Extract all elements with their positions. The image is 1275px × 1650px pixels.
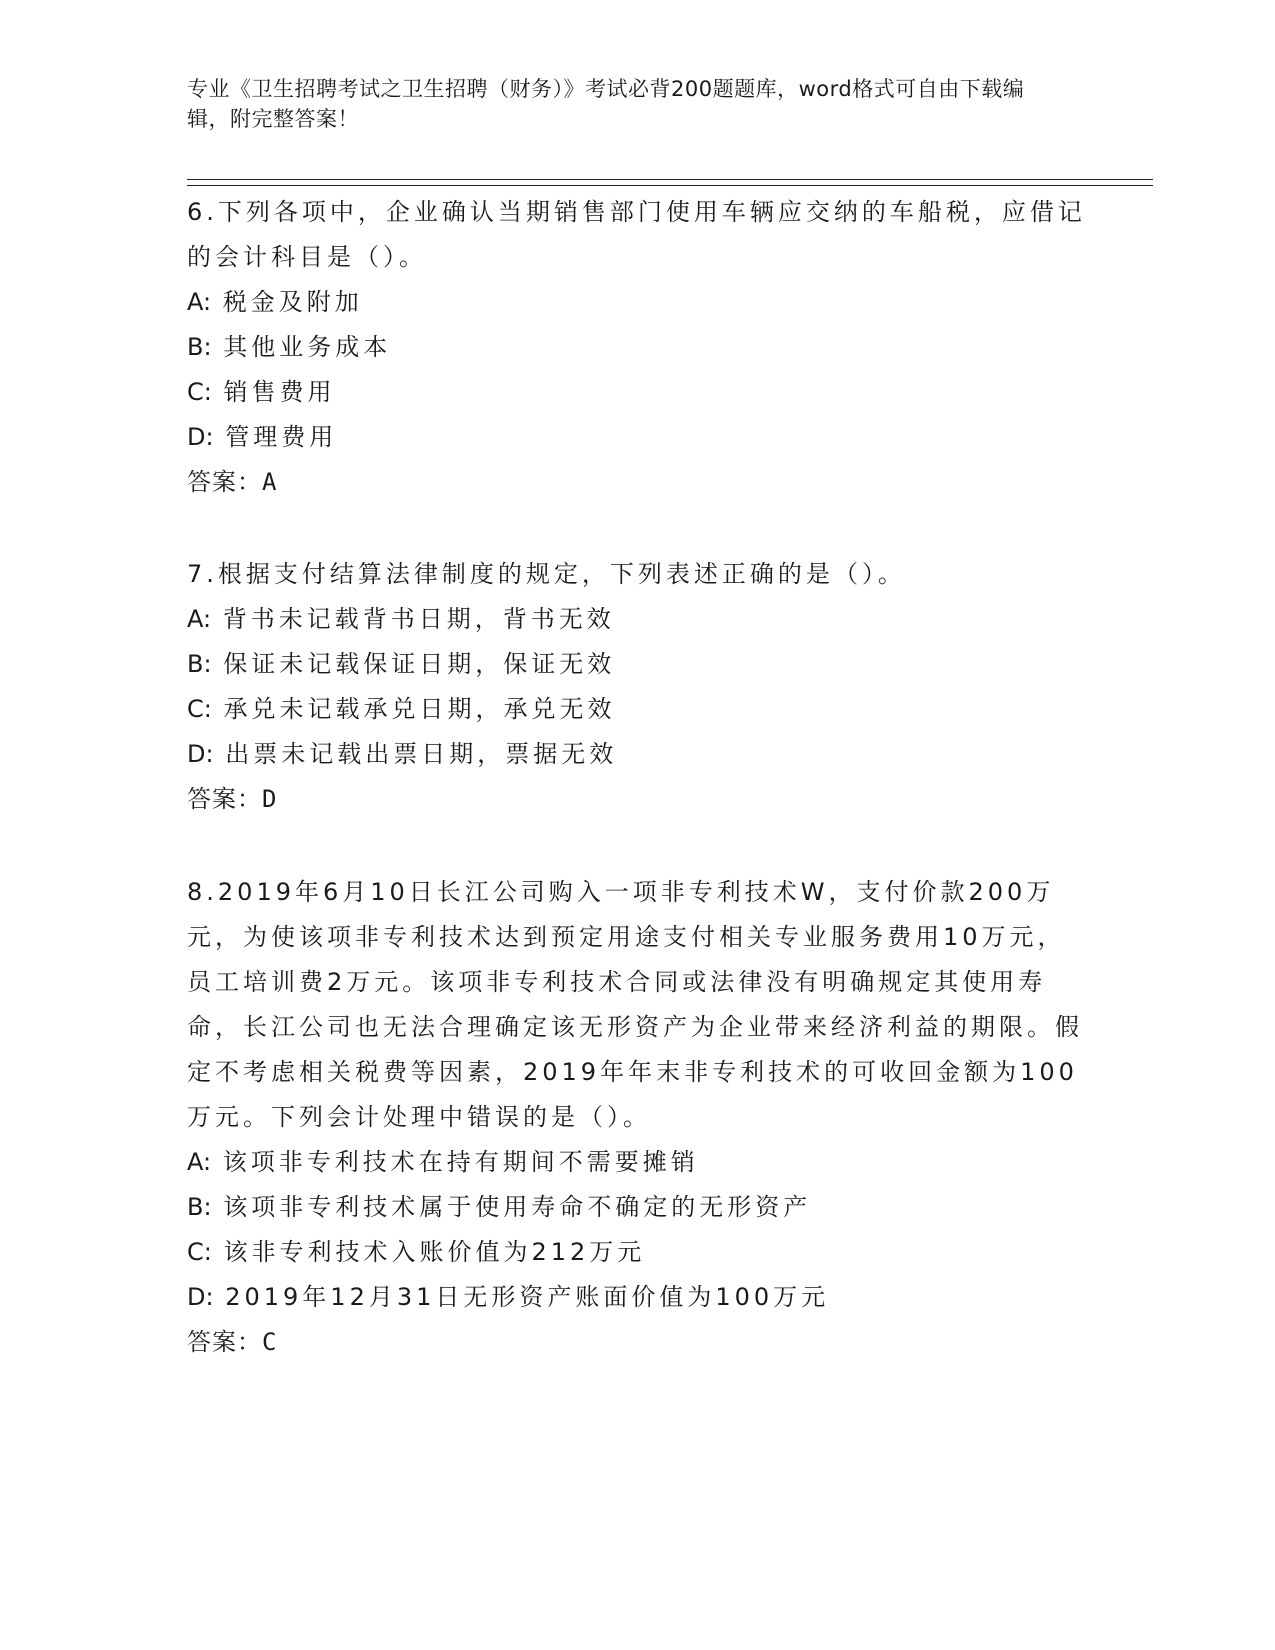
option-d [187, 732, 1087, 777]
option-letter: C: [187, 695, 212, 723]
option-letter: D: [187, 740, 214, 768]
option-letter: A: [187, 1148, 212, 1176]
option-text: 该项非专利技术在持有期间不需要摊销 [222, 1148, 699, 1176]
option-a [187, 280, 1087, 325]
option-d [187, 1275, 1087, 1320]
option-text: 税金及附加 [222, 288, 363, 316]
option-text: 2019年12月31日无形资产账面价值为100万元 [225, 1283, 830, 1311]
answer-line [187, 1320, 1087, 1365]
option-letter: D: [187, 423, 214, 451]
answer-label: 答案： [187, 785, 262, 813]
option-b [187, 642, 1087, 687]
question-stem: 7.根据支付结算法律制度的规定，下列表述正确的是（）。 [187, 560, 906, 588]
option-letter: A: [187, 605, 212, 633]
option-c [187, 1230, 1087, 1275]
option-text: 出票未记载出票日期，票据无效 [225, 740, 618, 768]
option-letter: A: [187, 288, 212, 316]
header-text: 专业《卫生招聘考试之卫生招聘（财务）》考试必背200题题库，word格式可自由下载编辑，附完整答案！ [187, 77, 1025, 131]
option-letter: B: [187, 1193, 212, 1221]
option-c [187, 370, 1087, 415]
header-divider-top [187, 179, 1153, 180]
document-header [187, 74, 1067, 134]
question-7 [187, 552, 1087, 822]
answer-value: D [262, 785, 278, 813]
answer-label: 答案： [187, 1328, 262, 1356]
question-stem: 6.下列各项中，企业确认当期销售部门使用车辆应交纳的车船税，应借记的会计科目是（）。 [187, 198, 1086, 271]
header-divider-bottom [187, 185, 1153, 186]
option-a [187, 597, 1087, 642]
question-6 [187, 190, 1087, 505]
option-text: 其他业务成本 [223, 333, 392, 361]
option-text: 销售费用 [223, 378, 336, 406]
option-text: 承兑未记载承兑日期，承兑无效 [223, 695, 616, 723]
option-letter: B: [187, 650, 212, 678]
option-d [187, 415, 1087, 460]
option-letter: B: [187, 333, 212, 361]
question-stem: 8.2019年6月10日长江公司购入一项非专利技术W，支付价款200万元，为使该项非专利技术达到预定用途支付相关专业服务费用10万元，员工培训费2万元。该项非专利技术合同或法律没有明确规定其使用寿命，长江公司也无法合理确定该无形资产为企业带来经济利益的期限。假定不考虑相关税费等因素，2019年年末非专利技术的可收回金额为100万元。下列会计处理中错误的是（）。 [187, 878, 1083, 1131]
question-8 [187, 870, 1087, 1365]
answer-value: C [262, 1328, 278, 1356]
answer-line [187, 460, 1087, 505]
option-letter: C: [187, 1238, 212, 1266]
answer-label: 答案： [187, 468, 262, 496]
option-text: 该非专利技术入账价值为212万元 [223, 1238, 646, 1266]
answer-line [187, 777, 1087, 822]
option-text: 该项非专利技术属于使用寿命不确定的无形资产 [223, 1193, 812, 1221]
option-text: 背书未记载背书日期，背书无效 [222, 605, 615, 633]
option-a [187, 1140, 1087, 1185]
option-b [187, 325, 1087, 370]
answer-value: A [262, 468, 278, 496]
option-c [187, 687, 1087, 732]
option-letter: C: [187, 378, 212, 406]
option-text: 管理费用 [225, 423, 338, 451]
option-b [187, 1185, 1087, 1230]
option-letter: D: [187, 1283, 214, 1311]
option-text: 保证未记载保证日期，保证无效 [223, 650, 616, 678]
